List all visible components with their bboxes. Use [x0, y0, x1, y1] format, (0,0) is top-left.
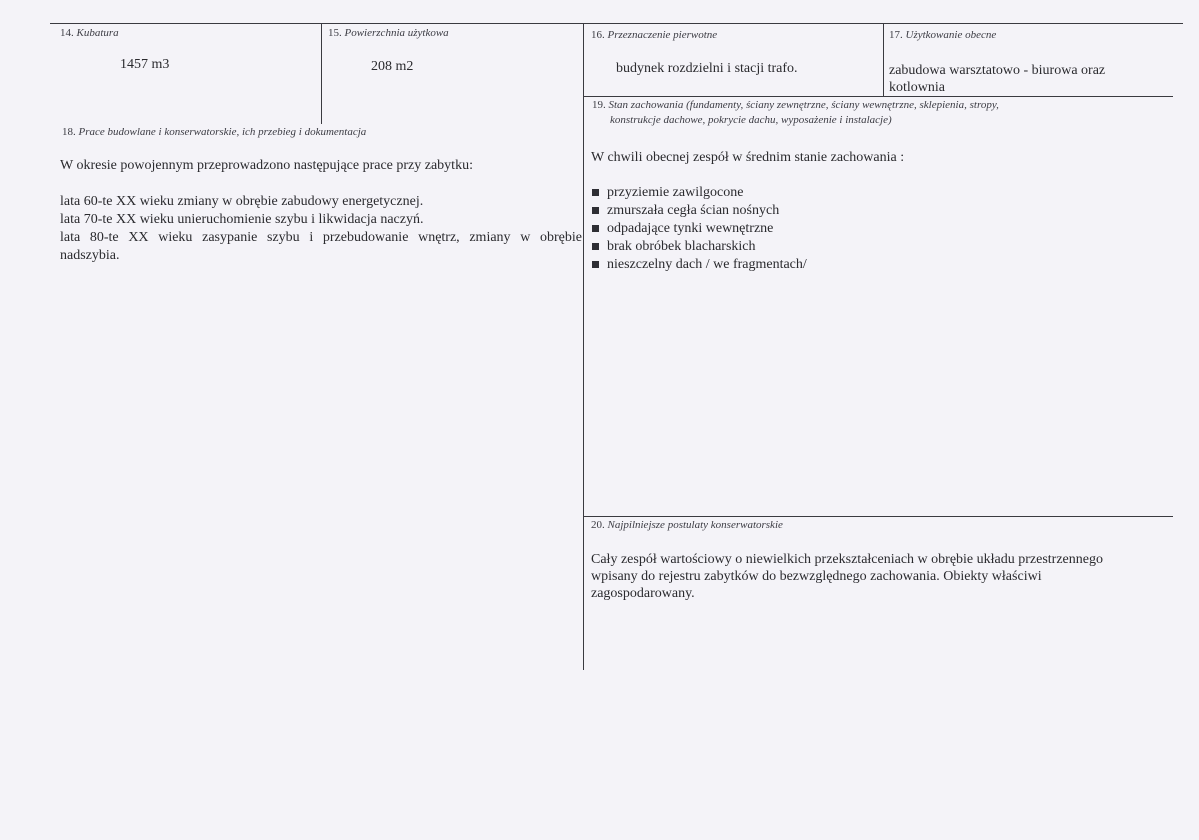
kubatura-label [60, 27, 119, 40]
field-number: 14. [60, 27, 74, 39]
original-purpose-label [591, 29, 717, 42]
list-item: brak obróbek blacharskich [590, 238, 807, 256]
works-label [62, 126, 366, 139]
field-number: 16. [591, 29, 605, 41]
condition-label [592, 99, 999, 112]
works-line-1: lata 60-te XX wieku zmiany w obrębie zabudowy energetycznej. [60, 194, 424, 209]
field-number: 20. [591, 519, 605, 531]
divider-main [583, 23, 584, 670]
field-number: 18. [62, 126, 76, 138]
field-number: 17. [889, 29, 903, 41]
current-use-label [889, 29, 996, 42]
condition-intro: W chwili obecnej zespół w średnim stanie zachowania : [591, 150, 905, 165]
works-intro: W okresie powojennym przeprowadzono następujące prace przy zabytku: [60, 158, 473, 173]
usable-area-label [328, 27, 449, 40]
top-border [50, 23, 1183, 24]
current-use-line-2: kotlownia [889, 80, 945, 95]
divider-14-15 [321, 23, 322, 124]
field-label: Użytkowanie obecne [905, 29, 997, 41]
works-line-2: lata 70-te XX wieku unieruchomienie szybu i likwidacja naczyń. [60, 212, 424, 227]
field-label: Prace budowlane i konserwatorskie, ich przebieg i dokumentacja [78, 126, 367, 138]
list-item: zmurszała cegła ścian nośnych [590, 202, 807, 220]
condition-label-line-2: konstrukcje dachowe, pokrycie dachu, wyposażenie i instalacje) [610, 114, 892, 126]
usable-area-value: 208 m2 [371, 59, 414, 74]
list-item: przyziemie zawilgocone [590, 184, 807, 202]
kubatura-value: 1457 m3 [120, 57, 170, 72]
list-item: odpadające tynki wewnętrzne [590, 220, 807, 238]
condition-list [590, 184, 807, 274]
field-number: 19. [592, 99, 606, 111]
postulates-label [591, 519, 783, 532]
divider-16-17 [883, 23, 884, 96]
original-purpose-value: budynek rozdzielni i stacji trafo. [616, 61, 798, 76]
field-label: Najpilniejsze postulaty konserwatorskie [607, 519, 783, 531]
field-number: 15. [328, 27, 342, 39]
postulates-line-1: Cały zespół wartościowy o niewielkich przekształceniach w obrębie układu przestrzennego [591, 552, 1103, 567]
postulates-line-2: wpisany do rejestru zabytków do bezwzględnego zachowania. Obiekty właściwi [591, 569, 1042, 584]
works-line-3: lata 80-te XX wieku zasypanie szybu i przebudowanie wnętrz, zmiany w obrębie [60, 230, 582, 245]
postulates-line-3: zagospodarowany. [591, 586, 695, 601]
divider-19-20 [583, 516, 1173, 517]
field-label: Kubatura [76, 27, 119, 39]
divider-17-19 [583, 96, 1173, 97]
list-item: nieszczelny dach / we fragmentach/ [590, 256, 807, 274]
current-use-line-1: zabudowa warsztatowo - biurowa oraz [889, 63, 1106, 78]
field-label: Stan zachowania (fundamenty, ściany zewnętrzne, ściany wewnętrzne, sklepienia, stropy, [608, 99, 999, 111]
field-label: Przeznaczenie pierwotne [607, 29, 718, 41]
field-label: Powierzchnia użytkowa [344, 27, 449, 39]
works-line-4: nadszybia. [60, 248, 120, 263]
